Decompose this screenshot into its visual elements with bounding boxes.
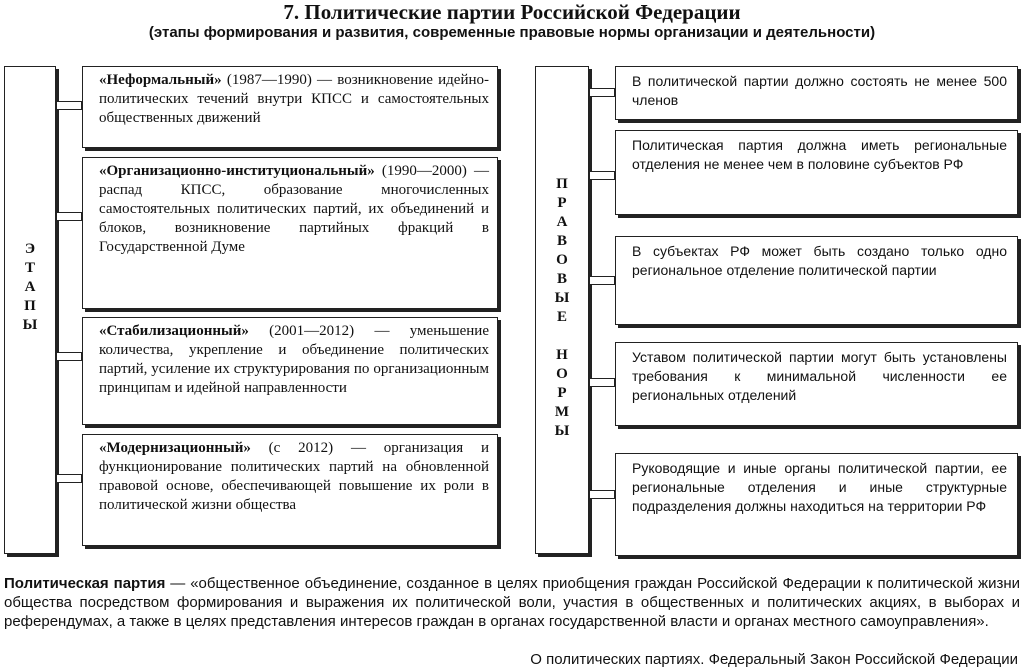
norm-box-regional-branches: Политическая партия должна иметь региональные отделения не менее чем в половине субъектов РФ (615, 130, 1018, 215)
norms-label-letter: О (556, 252, 568, 268)
stage-name: «Организационно-институциональный» (99, 163, 375, 179)
norm-connector (589, 276, 615, 285)
norm-connector (589, 88, 615, 97)
stage-connector (56, 352, 82, 361)
stages-vertical-label (4, 240, 56, 335)
norm-box-minimum-size: Уставом политической партии могут быть установлены требования к минимальной численности ее региональных отделений (615, 342, 1018, 426)
norms-label-letter: Ы (554, 290, 570, 306)
definition-source: О политических партиях. Федеральный Закон Российской Федерации (530, 651, 1018, 668)
norm-box-single-branch: В субъектах РФ может быть создано только одно региональное отделение политической партии (615, 236, 1018, 325)
norms-label-letter: А (556, 214, 568, 230)
norms-label-letter: Е (556, 309, 567, 325)
definition-paragraph (4, 574, 1020, 631)
norms-label-letter: М (554, 404, 570, 420)
page-subtitle: (этапы формирования и развития, современные правовые нормы организации и деятельности) (148, 24, 876, 41)
stages-label-letter: А (24, 279, 36, 295)
stages-label-letter: Э (24, 241, 36, 257)
norms-label-letter: Н (556, 347, 568, 363)
norms-label-letter: П (556, 176, 568, 192)
norms-label-letter: В (556, 233, 567, 249)
norm-connector (589, 171, 615, 180)
stage-box-modernization (82, 434, 498, 546)
definition-term: Политическая партия (4, 575, 166, 592)
stage-connector (56, 212, 82, 221)
stage-name: «Модернизационный» (99, 440, 251, 456)
definition-text: — «общественное объединение, созданное в целях приобщения граждан Российской Федерации к политической жизни общества посредством формирования и выражения их политической воли, участия в общественных и политических акциях, в выборах и референдумах, а также в целях представления интересов граждан в органах государственной власти и органах местного самоуправления». (4, 575, 1020, 630)
norms-vertical-label (535, 175, 589, 441)
norm-connector (589, 490, 615, 499)
stage-description: (с 2012) — организация и функционирование политических партий на обновленной правовой основе, обеспечивающей повышение их роли в политической жизни общества (99, 440, 489, 513)
stage-box-informal (82, 66, 498, 148)
stages-label-letter: П (24, 298, 36, 314)
stage-description: (1990—2000) — распад КПСС, образование многочисленных самостоятельных политических партий, их объединений и блоков, возникновение партийных фракций в Государственной Думе (99, 163, 489, 255)
norms-label-letter: Р (557, 385, 567, 401)
page-title: 7. Политические партии Российской Федерации (283, 0, 741, 24)
stage-description: (2001—2012) — уменьшение количества, укрепление и объединение политических партий, усиление их структурирования по организационным принципам и идейной направленности (99, 323, 489, 396)
norm-box-membership: В политической партии должно состоять не менее 500 членов (615, 66, 1018, 120)
stage-connector (56, 474, 82, 483)
norms-label-letter: О (556, 366, 568, 382)
stage-connector (56, 101, 82, 110)
norms-label-letter: В (556, 271, 567, 287)
stages-label-letter: Т (24, 260, 35, 276)
stage-name: «Неформальный» (99, 72, 222, 88)
stage-box-institutional (82, 157, 498, 309)
stages-label-letter: Ы (22, 317, 38, 333)
norms-label-letter: Р (557, 195, 567, 211)
stage-description: (1987—1990) — возникновение идейно-политических течений внутри КПСС и самостоятельных общественных движений (99, 72, 489, 126)
norms-label-letter: Ы (554, 423, 570, 439)
norms-label-letter (535, 327, 589, 346)
norm-box-location: Руководящие и иные органы политической партии, ее региональные отделения и иные структурные подразделения должны находиться на территории РФ (615, 453, 1018, 556)
stage-box-stabilization (82, 317, 498, 425)
stage-name: «Стабилизационный» (99, 323, 249, 339)
norm-connector (589, 378, 615, 387)
